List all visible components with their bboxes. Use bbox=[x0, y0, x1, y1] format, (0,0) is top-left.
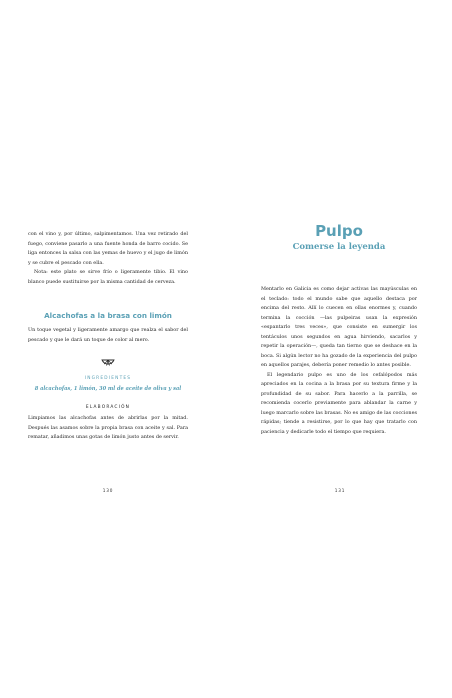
recipe-description bbox=[28, 326, 188, 345]
elaboration-label: ELABORACIÓN bbox=[85, 405, 131, 410]
chapter-subtitle: Comerse la leyenda bbox=[292, 242, 386, 252]
elaboration-text: Limpiamos las alcachofas antes de abrirlas por la mitad. Después las asamos sobre la propia brasa con aceite y sal. Para rematar, añadimos unas gotas de limón justo antes de servir. bbox=[28, 415, 188, 440]
intro-paragraph-2: Nota: este plato se sirve frío o ligeramente tibio. El vino blanco puede sustituirse por la misma cantidad de cerveza. bbox=[28, 269, 188, 285]
left-page bbox=[28, 0, 188, 698]
right-paragraph-1: Mentarlo en Galicia es como dejar activas las mayúsculas en el teclado: todo el mundo sabe que aquello destaca por encima del resto. Allí lo cuecen en ollas enormes y, cuando termina la cocción —las pulpeiras usan la expresión «espantarlo tres veces», que consiste en sumergir los tentáculos unos segundos en agua hirviendo, sacarlos y repetir la operación—, queda tan tierno que se deshace en la boca. Si algún lector no ha gozado de la experiencia del pulpo en aquellos parajes, debería poner remedio lo antes posible. bbox=[261, 286, 417, 368]
ingredients-text: 8 alcachofas, 1 limón, 30 ml de aceite de oliva y sal bbox=[34, 386, 182, 392]
elaboration-section bbox=[28, 414, 188, 443]
right-paragraph-2: El legendario pulpo es uno de los cefalópodos más apreciados en la cocina a la brasa por su textura firme y la profundidad de su sabor. Para hacerlo a la parrilla, se recomienda cocerlo previamente para ablandar la carne y luego marcarlo sobre las brasas. No es amigo de las cocciones rápidas; tiende a resistirse, por lo que hay que tratarlo con paciencia y dedicarle todo el tiempo que requiera. bbox=[261, 371, 417, 435]
chapter-title: Pulpo bbox=[315, 222, 363, 240]
right-body-text bbox=[261, 285, 417, 437]
recipe-title: Alcachofas a la brasa con limón bbox=[44, 311, 172, 320]
page-number-right: 131 bbox=[334, 488, 346, 493]
intro-paragraph-1: con el vino y, por último, salpimentamos. Una vez retirado del fuego, conviene pasarlo a una fuente honda de barro cocido. Se liga entonces la salsa con las yemas de huevo y el jugo de limón y se cubre el pescado con ella. bbox=[28, 231, 188, 266]
page-number-left: 130 bbox=[102, 488, 114, 493]
ingredients-label: INGREDIENTES bbox=[84, 376, 132, 381]
left-intro-text bbox=[28, 230, 188, 287]
recipe-description-text: Un toque vegetal y ligeramente amargo que realza el sabor del pescado y que le dará un toque de color al mero. bbox=[28, 327, 188, 343]
right-page bbox=[261, 0, 417, 698]
lemon-slice-icon bbox=[101, 357, 115, 368]
